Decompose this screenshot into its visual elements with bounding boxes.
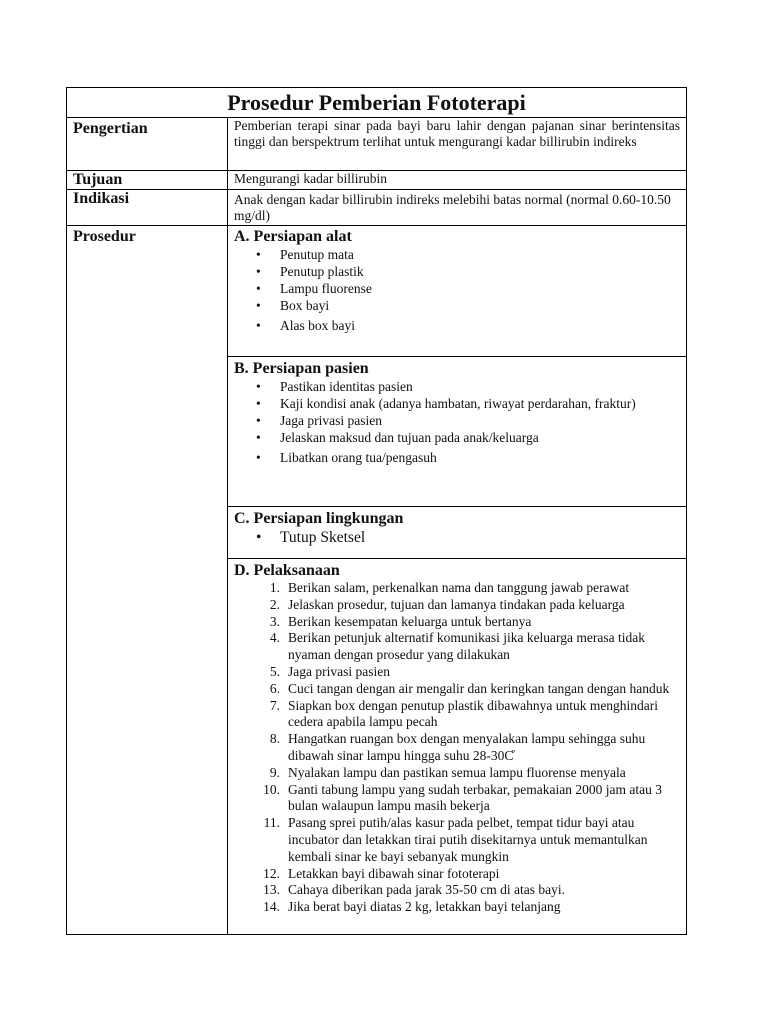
row-indikasi [67, 190, 687, 226]
step-text: Siapkan box dengan penutup plastik dibawahnya untuk menghindari cedera apabila lampu pecah [288, 697, 659, 730]
step-number: 10. [263, 781, 280, 797]
section-b-heading: B. Persiapan pasien [234, 360, 369, 377]
step-number: 2. [269, 596, 280, 612]
list-item: • Alas box bayi [256, 317, 680, 334]
step-text: Letakkan bayi dibawah sinar fototerapi [288, 865, 500, 881]
label-indikasi: Indikasi [67, 190, 228, 226]
list-item [258, 866, 680, 883]
section-c-list [234, 528, 680, 548]
section-persiapan-alat [228, 226, 687, 357]
step-text: Cahaya diberikan pada jarak 35-50 cm di atas bayi. [288, 882, 566, 898]
step-number: 13. [263, 882, 280, 898]
step-number: 7. [269, 697, 280, 713]
list-item [258, 614, 680, 631]
title-row [67, 88, 687, 118]
section-a-list [234, 246, 680, 334]
step-number: 6. [269, 680, 280, 696]
step-number: 8. [269, 731, 280, 747]
list-item: • Libatkan orang tua/pengasuh [256, 449, 680, 466]
step-number: 3. [269, 613, 280, 629]
list-item [258, 580, 680, 597]
step-number: 9. [269, 764, 280, 780]
list-item: • Tutup Sketsel [256, 528, 680, 548]
list-item [258, 765, 680, 782]
step-text: Nyalakan lampu dan pastikan semua lampu fluorense menyala [288, 764, 626, 780]
list-item: • Box bayi [256, 297, 680, 314]
step-text: Pasang sprei putih/alas kasur pada pelbet, tempat tidur bayi atau incubator dan letakkan tirai putih disekitarnya untuk memantulkan kembali sinar ke bayi sebanyak mungkin [288, 815, 648, 864]
list-item: • Jelaskan maksud dan tujuan pada anak/keluarga [256, 429, 680, 446]
section-persiapan-lingkungan [228, 507, 687, 559]
step-number: 12. [263, 865, 280, 881]
list-item: • Pastikan identitas pasien [256, 378, 680, 395]
step-number: 14. [263, 899, 280, 915]
section-b-list [234, 378, 680, 466]
step-text: Berikan petunjuk alternatif komunikasi jika keluarga merasa tidak nyaman dengan prosedur yang dilakukan [288, 630, 646, 663]
section-a-heading: A. Persiapan alat [234, 228, 352, 245]
list-item [258, 815, 680, 865]
step-number: 4. [269, 630, 280, 646]
list-item: • Penutup mata [256, 246, 680, 263]
list-item: • Lampu fluorense [256, 280, 680, 297]
list-item: • Penutup plastik [256, 263, 680, 280]
value-tujuan: Mengurangi kadar billirubin [228, 171, 687, 190]
step-text: Jaga privasi pasien [288, 663, 390, 679]
label-prosedur: Prosedur [67, 226, 228, 935]
label-tujuan: Tujuan [67, 171, 228, 190]
value-indikasi: Anak dengan kadar billirubin indireks melebihi batas normal (normal 0.60-10.50 mg/dl) [228, 190, 687, 226]
procedure-table [66, 87, 687, 935]
step-text: Berikan salam, perkenalkan nama dan tanggung jawab perawat [288, 580, 630, 595]
step-text: Hangatkan ruangan box dengan menyalakan lampu sehingga suhu dibawah sinar lampu hingga suhu 28-30C̊ [288, 731, 646, 763]
step-text: Ganti tabung lampu yang sudah terbakar, pemakaian 2000 jam atau 3 bulan walaupun lampu masih bekerja [288, 781, 662, 814]
list-item: • Kaji kondisi anak (adanya hambatan, riwayat perdarahan, fraktur) [256, 395, 680, 412]
step-number: 5. [269, 663, 280, 679]
section-d-list [234, 580, 680, 916]
row-pengertian [67, 118, 687, 171]
label-pengertian: Pengertian [67, 118, 228, 171]
list-item [258, 782, 680, 816]
list-item [258, 664, 680, 681]
list-item [258, 681, 680, 698]
section-c-heading: C. Persiapan lingkungan [234, 510, 404, 527]
section-d-heading: D. Pelaksanaan [234, 562, 340, 579]
step-text: Cuci tangan dengan air mengalir dan keringkan tangan dengan handuk [288, 680, 670, 696]
section-pelaksanaan [228, 559, 687, 935]
list-item [258, 597, 680, 614]
list-item [258, 731, 680, 765]
list-item: • Jaga privasi pasien [256, 412, 680, 429]
row-tujuan [67, 171, 687, 190]
step-text: Jelaskan prosedur, tujuan dan lamanya tindakan pada keluarga [288, 596, 625, 612]
step-text: Berikan kesempatan keluarga untuk bertanya [288, 613, 532, 629]
row-prosedur-a [67, 226, 687, 357]
step-number: 1. [269, 580, 280, 595]
step-number: 11. [263, 815, 280, 831]
list-item [258, 698, 680, 732]
document-title: Prosedur Pemberian Fototerapi [67, 88, 687, 118]
list-item [258, 630, 680, 664]
list-item [258, 899, 680, 916]
value-pengertian: Pemberian terapi sinar pada bayi baru lahir dengan pajanan sinar berintensitas tinggi dan berspektrum terlihat untuk mengurangi kadar billirubin indireks [228, 118, 687, 171]
section-persiapan-pasien [228, 357, 687, 507]
step-text: Jika berat bayi diatas 2 kg, letakkan bayi telanjang [288, 899, 561, 915]
list-item [258, 882, 680, 899]
